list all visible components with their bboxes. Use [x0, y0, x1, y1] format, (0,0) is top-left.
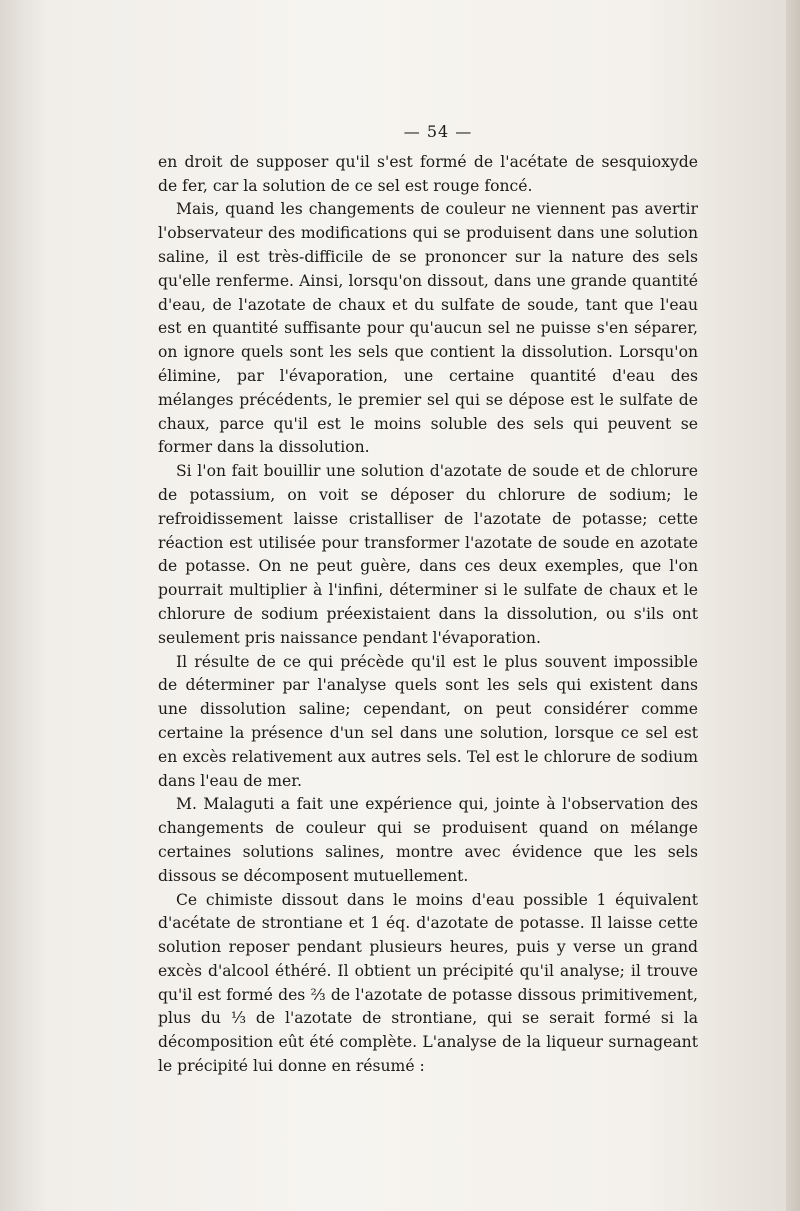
paragraph-5: M. Malaguti a fait une expérience qui, jointe à l'observation des changements de couleur qui se produisent quand on mélange certaines solutions salines, montre avec évidence que les sels dissous se décomposent mutuellement. — [158, 795, 698, 885]
page-number: — 54 — — [403, 122, 473, 141]
paragraph-3: Si l'on fait bouillir une solution d'azotate de soude et de chlorure de potassium, on voit se déposer du chlorure de sodium; le refroidissement laisse cristalliser de l'azotate de potasse; cette réaction est utilisée pour transformer l'azotate de soude en azotate de potasse. On ne peut guère, dans ces deux exemples, que l'on pourrait multiplier à l'infini, déterminer si le sulfate de chaux et le chlorure de sodium préexistaient dans la dissolution, ou s'ils ont seulement pris naissance pendant l'évaporation. — [158, 462, 698, 647]
page-edge-shadow — [786, 0, 800, 1211]
paragraph-2: Mais, quand les changements de couleur ne viennent pas avertir l'observateur des modifications qui se produisent dans une solution saline, il est très-difficile de se prononcer sur la nature des sels qu'elle renferme. Ainsi, lorsqu'on dissout, dans une grande quantité d'eau, de l'azotate de chaux et du sulfate de soude, tant que l'eau est en quantité suffisante pour qu'aucun sel ne puisse s'en séparer, on ignore quels sont les sels que contient la dissolution. Lorsqu'on élimine, par l'évaporation, une certaine quantité d'eau des mélanges précédents, le premier sel qui se dépose est le sulfate de chaux, parce qu'il est le moins soluble des sels qui peuvent se former dans la dissolution. — [158, 200, 698, 457]
paragraph-6: Ce chimiste dissout dans le moins d'eau possible 1 équivalent d'acétate de strontiane et 1 éq. d'azotate de potasse. Il laisse cette solution reposer pendant plusieurs heures, puis y verse un grand excès d'alcool éthéré. Il obtient un précipité qu'il analyse; il trouve qu'il est formé des ⅔ de l'azotate de potasse dissous primitivement, plus du ⅓ de l'azotate de strontiane, qui se serait formé si la décomposition eût été complète. L'analyse de la liqueur surnageant le précipité lui donne en résumé : — [158, 890, 698, 1076]
text-block — [158, 120, 698, 1079]
paragraph-1: en droit de supposer qu'il s'est formé de l'acétate de sesquioxyde de fer, car la solution de ce sel est rouge foncé. — [158, 152, 698, 195]
paragraph-4: Il résulte de ce qui précède qu'il est le plus souvent impossible de déterminer par l'analyse quels sont les sels qui existent dans une dissolution saline; cependant, on peut considérer comme certaine la présence d'un sel dans une solution, lorsque ce sel est en excès relativement aux autres sels. Tel est le chlorure de sodium dans l'eau de mer. — [158, 652, 698, 790]
